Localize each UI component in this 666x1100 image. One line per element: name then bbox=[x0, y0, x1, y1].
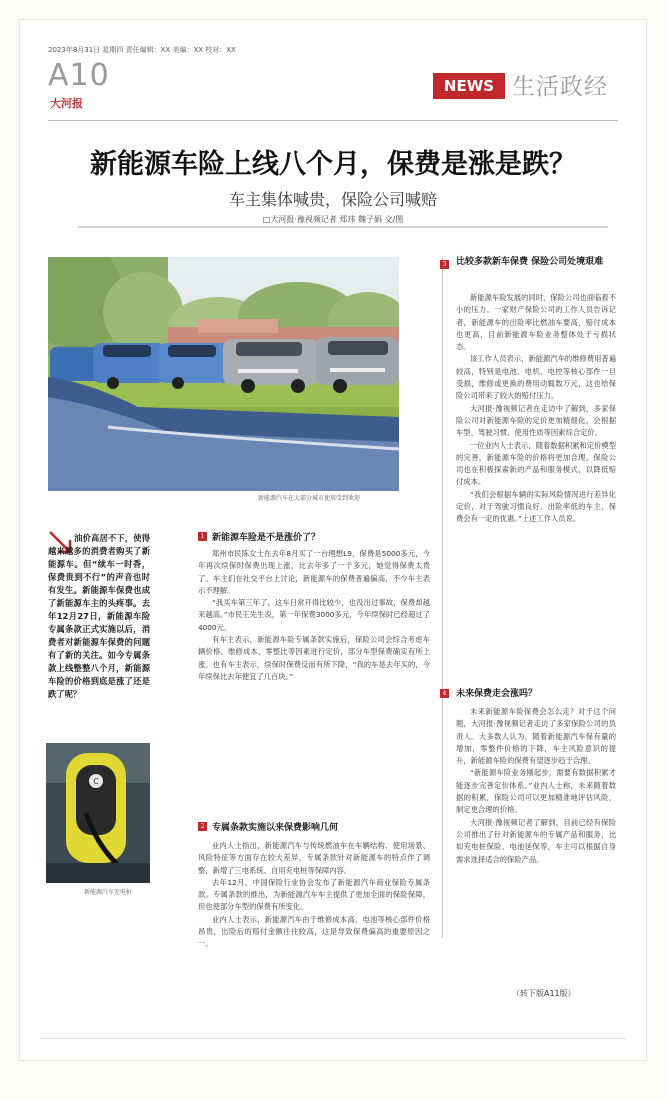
footer-rule bbox=[40, 1038, 626, 1039]
section-marker-3: 3 bbox=[440, 260, 449, 269]
charger-photo bbox=[46, 743, 150, 883]
intro-text: 油价高居不下，使得越来越多的消费者购买了新能源车。但“续车一时香，保费贵到不行”的声音也时有发生。新能源车保费也成了新能源车主的头疼事。去年12月27日，新能源车险专属条款正式实施以后，消费者对新能源车保费的问题有了新的关注。如今专属条款上线整整八个月，新能源车险的价格到底是涨了还是跌了呢？ bbox=[48, 533, 150, 699]
section-body-1 bbox=[198, 548, 430, 806]
page-number: A10 bbox=[48, 58, 110, 93]
byline: □大河报·豫视频记者 郑玮 魏子娟 文/图 bbox=[262, 215, 404, 224]
headline: 新能源车险上线八个月，保费是涨是跌？ bbox=[90, 149, 576, 180]
paragraph: 大河报·豫视频记者在走访中了解到，多家保险公司对新能源车险的定价更加精细化，会根据车型、驾驶习惯、使用性质等因素综合定价。 bbox=[456, 403, 616, 438]
column-divider bbox=[442, 258, 443, 938]
paragraph: 业内人士表示，新能源汽车由于维修成本高、电池等核心部件价格昂贵，出险后的赔付金额往往较高，这是导致保费偏高的重要原因之一。 bbox=[198, 914, 430, 949]
paragraph: 一位业内人士表示，随着数据积累和定价模型的完善，新能源车险的价格将更加合理。保险公司也在积极探索新的产品和服务模式，以降低赔付成本。 bbox=[456, 440, 616, 487]
section-title-4: 未来保费走会涨吗？ bbox=[456, 689, 538, 699]
section-body-4 bbox=[456, 706, 616, 978]
charger-illustration bbox=[46, 743, 150, 883]
section-body-2 bbox=[198, 840, 430, 1020]
charger-caption: 新能源汽车充电桩 bbox=[84, 889, 133, 896]
paragraph: 去年12月，中国保险行业协会发布了新能源汽车商业保险专属条款。专属条款的推出，为新能源汽车车主提供了更加全面的保险保障，但也使部分车型的保费有所变化。 bbox=[198, 877, 430, 912]
paragraph: “我买车第三年了，这车日常开得比较少，也没出过事故，保费却越来越高。”市民王先生说，第一年保费3000多元，今年续保时已经超过了4000元。 bbox=[198, 598, 430, 632]
masthead-divider bbox=[48, 120, 618, 121]
section-name: 生活政经 bbox=[512, 74, 608, 100]
section-marker-2: 2 bbox=[198, 822, 207, 831]
section-title-2: 专属条款实施以来保费影响几何 bbox=[212, 823, 339, 833]
paragraph: 业内人士指出，新能源汽车与传统燃油车在车辆结构、使用场景、风险特征等方面存在较大差异，专属条款针对新能源车的特点作了调整，新增了三电系统、自用充电桩等保障内容。 bbox=[198, 841, 430, 875]
section-marker-1: 1 bbox=[198, 532, 207, 541]
section-title-3: 比较多款新车保费 保险公司处境艰难 bbox=[456, 257, 604, 267]
paragraph: “新能源车险业务刚起步，需要有数据积累才能逐步完善定价体系。”业内人士称，未来随着数据的积累，保险公司可以更加精准地评估风险，制定更合理的价格。 bbox=[456, 768, 616, 815]
news-badge: NEWS bbox=[433, 73, 505, 99]
paragraph: 郑州市民陈女士在去年8月买了一台理想L9，保费是5000多元，今年再次续保时保费出现上涨，比去年多了一千多元，她觉得保费太贵了。车主们在社交平台上讨论，新能源车的保费普遍偏高，不少车主表示不理解。 bbox=[198, 549, 430, 595]
svg-text:C: C bbox=[93, 777, 99, 786]
paragraph: 大河报·豫视频记者了解到，目前已经有保险公司推出了针对新能源车的专属产品和服务，比如充电桩保险、电池延保等，车主可以根据自身需求选择适合的保险产品。 bbox=[456, 817, 616, 864]
cars-photo-illustration bbox=[48, 257, 399, 491]
paragraph: 有车主表示，新能源车险专属条款实施后，保险公司会综合考虑车辆价格、维修成本、零整比等因素进行定价，部分车型保费确实有所上涨。也有车主表示，续保时保费反而有所下降，“我的车是去年买的，今年续保比去年便宜了几百块。” bbox=[198, 635, 430, 681]
headline-rule bbox=[78, 226, 608, 228]
photo-caption: 新能源汽车在大部分城市使用受到欢迎 bbox=[258, 495, 361, 502]
dateline: 2023年8月31日 星期四 责任编辑：XX 美编：XX 校对：XX bbox=[48, 46, 236, 54]
section-title-1: 新能源车险是不是涨价了？ bbox=[212, 533, 321, 543]
paragraph: “我们会根据车辆的实际风险情况进行差异化定价，对于驾驶习惯良好、出险率低的车主，保费会有一定的优惠。”上述工作人员说。 bbox=[456, 489, 616, 524]
section-body-3 bbox=[456, 292, 616, 662]
continued-note: （转下版A11版） bbox=[512, 989, 576, 998]
subheadline: 车主集体喊贵，保险公司喊赔 bbox=[228, 190, 437, 209]
paragraph: 该工作人员表示，新能源汽车的维修费用普遍较高，特别是电池、电机、电控等核心部件一旦受损，维修或更换的费用动辄数万元，这也给保险公司带来了较大的赔付压力。 bbox=[456, 354, 616, 401]
cars-photo bbox=[48, 257, 399, 491]
paragraph: 未来新能源车险保费会怎么走？对于这个问题，大河报·豫视频记者走访了多家保险公司的负责人。大多数人认为，随着新能源汽车保有量的增加，零整件价格的下降，车主风险意识的提升，新能源车险的保费有望逐步趋于合理。 bbox=[456, 707, 616, 766]
paper-logo: 大河报 bbox=[50, 97, 83, 110]
section-marker-4: 4 bbox=[440, 689, 449, 698]
paragraph: 新能源车险发展的同时，保险公司也面临着不小的压力。一家财产保险公司的工作人员告诉记者，新能源车的出险率比燃油车要高，赔付成本也更高，目前新能源车险业务整体处于亏损状态。 bbox=[456, 293, 616, 352]
intro-paragraph bbox=[48, 532, 150, 701]
